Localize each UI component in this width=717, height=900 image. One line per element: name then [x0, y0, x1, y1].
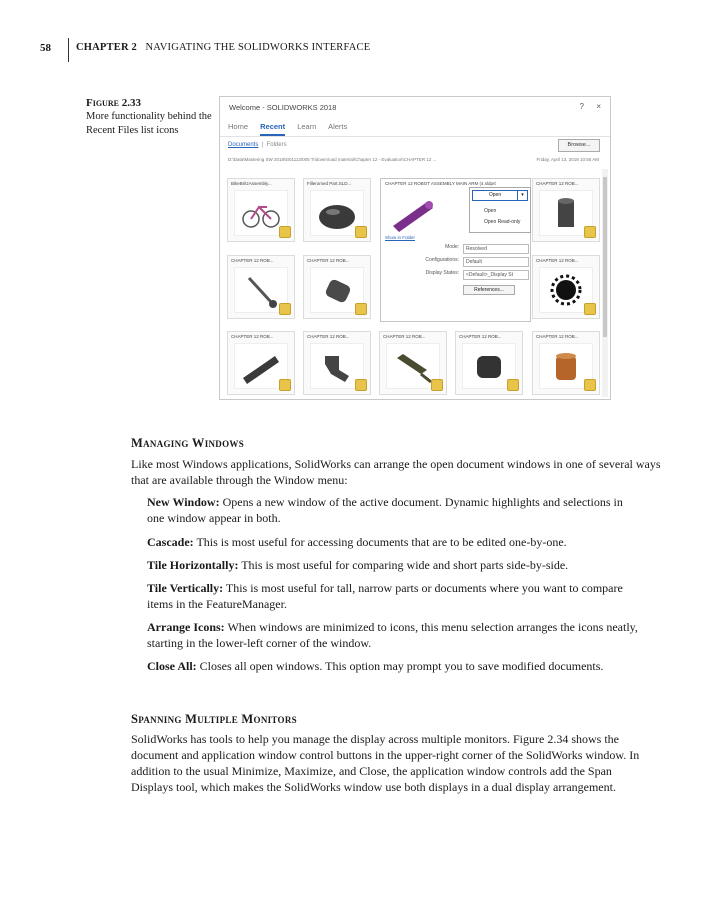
- file-date: Friday, April 13, 2018 10:55 AM: [536, 157, 599, 162]
- part-badge-icon: [355, 303, 367, 315]
- tile-label: CHAPTER 12 ROB...: [307, 258, 350, 263]
- tile-label: CHAPTER 12 ROB...: [536, 334, 579, 339]
- file-path: D:\Data\Mastering SW 2018\5\01113\005 Tridowm\oad material\Chapter 12 - Evaluation\CHAPTER 12 ...: [228, 157, 437, 162]
- item-term: Close All:: [147, 659, 197, 673]
- show-in-folder-link[interactable]: Show in Folder: [385, 235, 416, 240]
- config-label: Configurations:: [425, 257, 459, 263]
- tile-label: CHAPTER 12 ROB...: [231, 258, 274, 263]
- tile-label: BikeBritzAssembly...: [231, 181, 272, 186]
- references-button[interactable]: References...: [463, 285, 515, 295]
- item-desc: This is most useful for accessing documents that are to be edited one-by-one.: [193, 535, 567, 549]
- list-item: [147, 619, 657, 651]
- item-desc: Closes all open windows. This option may prompt you to save modified documents.: [196, 659, 604, 673]
- part-badge-icon: [355, 226, 367, 238]
- item-desc: When windows are minimized to icons, this menu selection arranges the icons neatly, starting in the lower-left corner of the window.: [147, 620, 638, 650]
- recent-file-tile[interactable]: [227, 255, 295, 319]
- list-item: [147, 494, 637, 526]
- tile-label: CHAPTER 12 ROB...: [383, 334, 426, 339]
- running-header: [76, 42, 370, 53]
- part-badge-icon: [584, 379, 596, 391]
- chapter-label: CHAPTER 2: [76, 42, 138, 53]
- recent-file-tile[interactable]: [227, 178, 295, 242]
- item-term: Cascade:: [147, 535, 194, 549]
- tile-label: CHAPTER 12 ROB...: [459, 334, 502, 339]
- tile-label: CHAPTER 12 ROB...: [307, 334, 350, 339]
- tab-recent[interactable]: Recent: [260, 122, 285, 136]
- section-heading-managing-windows: Managing Windows: [131, 436, 245, 450]
- recent-file-tile[interactable]: [532, 178, 600, 242]
- item-desc: This is most useful for comparing wide and short parts side-by-side.: [238, 558, 569, 572]
- help-icon[interactable]: ?: [579, 102, 584, 111]
- mode-select[interactable]: Resolved: [463, 244, 529, 254]
- chevron-down-icon[interactable]: ▾: [517, 190, 528, 201]
- part-badge-icon: [507, 379, 519, 391]
- item-term: Tile Horizontally:: [147, 558, 239, 572]
- window-title: Welcome - SOLIDWORKS 2018: [229, 103, 337, 112]
- welcome-tabs: [228, 122, 357, 131]
- subtab-folders[interactable]: Folders: [266, 142, 287, 148]
- recent-file-tile[interactable]: [303, 178, 371, 242]
- part-badge-icon: [279, 303, 291, 315]
- item-desc: This is most useful for tall, narrow parts or documents where you want to compare items in the FeatureManager.: [147, 581, 623, 611]
- display-select[interactable]: <Default>_Display St: [463, 270, 529, 280]
- open-dropdown-menu: [469, 187, 531, 233]
- recent-file-tile[interactable]: [455, 331, 523, 395]
- list-item: [147, 557, 637, 573]
- figure-label: Figure 2.33: [86, 97, 141, 109]
- part-badge-icon: [279, 379, 291, 391]
- arm-thumbnail: [387, 190, 437, 234]
- figure-caption: More functionality behind the Recent Files list icons: [86, 111, 212, 136]
- close-icon[interactable]: ×: [596, 102, 601, 111]
- list-item: [147, 580, 637, 612]
- subtab-documents[interactable]: Documents: [228, 142, 259, 148]
- part-badge-icon: [279, 226, 291, 238]
- recent-file-tile[interactable]: [227, 331, 295, 395]
- menu-item-open-read-only[interactable]: Open Read-only: [484, 219, 521, 225]
- list-item: [147, 658, 637, 674]
- display-label: Display States:: [425, 270, 459, 276]
- tab-learn[interactable]: Learn: [297, 122, 317, 131]
- recent-file-tile[interactable]: [532, 255, 600, 319]
- tab-alerts[interactable]: Alerts: [328, 122, 348, 131]
- tabs-divider: [220, 136, 610, 137]
- part-badge-icon: [584, 226, 596, 238]
- expanded-tile-label: CHAPTER 12 ROBOT ASSEMBLY MAIN ARM (4.sldprt: [385, 181, 496, 186]
- managing-windows-intro: Like most Windows applications, SolidWorks can arrange the open document windows in one of several ways that are available through the Window menu:: [131, 457, 661, 487]
- scroll-thumb[interactable]: [603, 177, 607, 337]
- list-item: [147, 534, 637, 550]
- item-term: Tile Vertically:: [147, 581, 224, 595]
- recent-file-tile[interactable]: [532, 331, 600, 395]
- tile-label: CHAPTER 12 ROB...: [231, 334, 274, 339]
- item-term: Arrange Icons:: [147, 620, 225, 634]
- config-select[interactable]: Default: [463, 257, 529, 267]
- tile-label: CHAPTER 12 ROB...: [536, 258, 579, 263]
- part-badge-icon: [355, 379, 367, 391]
- recent-file-tile[interactable]: [303, 331, 371, 395]
- scrollbar[interactable]: [602, 169, 608, 397]
- chapter-title: NAVIGATING THE SOLIDWORKS INTERFACE: [145, 42, 371, 53]
- tab-home[interactable]: Home: [228, 122, 249, 131]
- welcome-window-screenshot: [219, 96, 611, 400]
- browse-button[interactable]: Browse...: [558, 139, 600, 152]
- tile-label: Filleromed Part.SLD...: [307, 181, 352, 186]
- open-button[interactable]: Open: [472, 190, 518, 201]
- expanded-file-tile[interactable]: [380, 178, 531, 322]
- tile-label: CHAPTER 12 ROB...: [536, 181, 579, 186]
- section-heading-spanning-monitors: Spanning Multiple Monitors: [131, 712, 297, 726]
- recent-file-tile[interactable]: [303, 255, 371, 319]
- part-badge-icon: [584, 303, 596, 315]
- part-badge-icon: [431, 379, 443, 391]
- mode-label: Mode:: [445, 244, 459, 250]
- spanning-monitors-body: SolidWorks has tools to help you manage the display across multiple monitors. Figure 2.34 shows the document and application window control buttons in the upper-right corner of the SolidWorks window. In addition to the usual Minimize, Maximize, and Close, the application window controls add the Span Displays tool, which makes the SolidWorks window use both displays in a dual display arrangement.: [131, 732, 640, 794]
- recent-subtabs: Documents | Folders: [228, 142, 287, 148]
- recent-file-tile[interactable]: [379, 331, 447, 395]
- item-desc: Opens a new window of the active document. Dynamic highlights and selections in one window appear in both.: [147, 495, 623, 525]
- item-term: New Window:: [147, 495, 220, 509]
- menu-item-open[interactable]: Open: [484, 208, 497, 214]
- page-number: 58: [40, 42, 51, 54]
- header-divider: [68, 38, 69, 62]
